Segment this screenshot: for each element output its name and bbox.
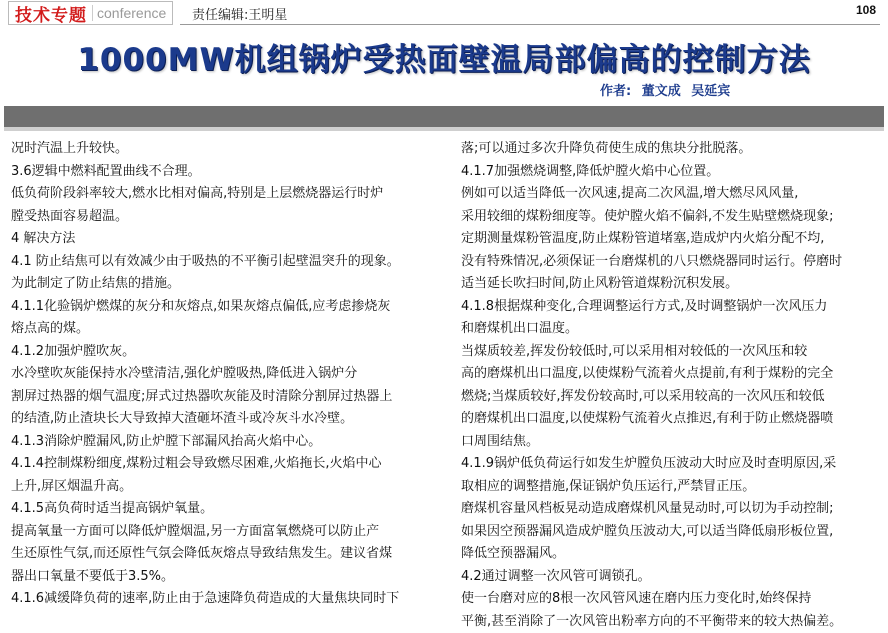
left-column-line: 膛受热面容易超温。 xyxy=(11,206,441,229)
right-column-line: 没有特殊情况,必须保证一台磨煤机的八只燃烧器同时运行。停磨时 xyxy=(461,251,881,274)
left-column-line: 4.1.6减缓降负荷的速率,防止由于急速降负荷造成的大量焦块同时下 xyxy=(11,588,441,611)
title-band-underline xyxy=(4,127,884,131)
right-column-line: 的磨煤机出口温度,以使煤粉气流着火点推迟,有利于防止燃烧器喷 xyxy=(461,408,881,431)
title-band xyxy=(4,106,884,127)
right-column-line: 磨煤机容量风档板晃动造成磨煤机风量晃动时,可以切为手动控制; xyxy=(461,498,881,521)
left-column-line: 上升,屏区烟温升高。 xyxy=(11,476,441,499)
right-column-line: 4.1.9锅炉低负荷运行如发生炉膛负压波动大时应及时查明原因,采 xyxy=(461,453,881,476)
page-number: 108 xyxy=(856,3,876,17)
left-column-line: 低负荷阶段斜率较大,燃水比相对偏高,特别是上层燃烧器运行时炉 xyxy=(11,183,441,206)
left-column-line: 的结渣,防止渣块长大导致掉大渣砸坏渣斗或冷灰斗水冷壁。 xyxy=(11,408,441,431)
section-logo xyxy=(8,1,173,25)
right-column-line: 4.1.7加强燃烧调整,降低炉膛火焰中心位置。 xyxy=(461,161,881,184)
left-column-line: 割屏过热器的烟气温度;屏式过热器吹灰能及时清除分割屏过热器上 xyxy=(11,386,441,409)
left-column-line: 况时汽温上升较快。 xyxy=(11,138,441,161)
left-column-line: 水冷壁吹灰能保持水冷壁清洁,强化炉膛吸热,降低进入锅炉分 xyxy=(11,363,441,386)
author-name: 吴延宾 xyxy=(691,84,730,99)
left-column-line: 4.1.3消除炉膛漏风,防止炉膛下部漏风抬高火焰中心。 xyxy=(11,431,441,454)
header-divider xyxy=(180,24,880,25)
article-title: 1000MW机组锅炉受热面壁温局部偏高的控制方法 xyxy=(0,34,888,79)
right-column-line: 使一台磨对应的8根一次风管风速在磨内压力变化时,始终保持 xyxy=(461,588,881,611)
section-name: 技术专题 xyxy=(9,1,92,26)
left-column-line: 熔点高的煤。 xyxy=(11,318,441,341)
left-column-line: 器出口氧量不要低于3.5%。 xyxy=(11,566,441,589)
authors-label: 作者: xyxy=(600,84,631,99)
left-column-line: 3.6逻辑中燃料配置曲线不合理。 xyxy=(11,161,441,184)
right-column-line: 采用较细的煤粉细度等。使炉膛火焰不偏斜,不发生贴壁燃烧现象; xyxy=(461,206,881,229)
left-column-line: 生还原性气氛,而还原性气氛会降低灰熔点导致结焦发生。建议省煤 xyxy=(11,543,441,566)
article-authors xyxy=(600,80,736,99)
page-header xyxy=(0,0,888,26)
author-name: 董文成 xyxy=(642,84,681,99)
left-column-line: 4.1.4控制煤粉细度,煤粉过粗会导致燃尽困难,火焰拖长,火焰中心 xyxy=(11,453,441,476)
left-column-line: 4.1.1化验锅炉燃煤的灰分和灰熔点,如果灰熔点偏低,应考虑掺烧灰 xyxy=(11,296,441,319)
right-column-line: 燃烧;当煤质较好,挥发份较高时,可以采用较高的一次风压和较低 xyxy=(461,386,881,409)
responsible-editor: 责任编辑:王明星 xyxy=(192,4,287,23)
section-name-en: conference xyxy=(92,5,172,21)
right-column-line: 4.1.8根据煤种变化,合理调整运行方式,及时调整锅炉一次风压力 xyxy=(461,296,881,319)
right-column-line: 和磨煤机出口温度。 xyxy=(461,318,881,341)
right-column-line: 例如可以适当降低一次风速,提高二次风温,增大燃尽风风量, xyxy=(461,183,881,206)
right-column-line: 取相应的调整措施,保证锅炉负压运行,严禁冒正压。 xyxy=(461,476,881,499)
left-column-line: 为此制定了防止结焦的措施。 xyxy=(11,273,441,296)
left-column-line: 4.1.5高负荷时适当提高锅炉氧量。 xyxy=(11,498,441,521)
right-column-line: 平衡,甚至消除了一次风管出粉率方向的不平衡带来的较大热偏差。 xyxy=(461,611,881,633)
right-column-line: 定期测量煤粉管温度,防止煤粉管道堵塞,造成炉内火焰分配不均, xyxy=(461,228,881,251)
left-text-column xyxy=(11,138,441,611)
right-column-line: 适当延长吹扫时间,防止风粉管道煤粉沉积发展。 xyxy=(461,273,881,296)
right-column-line: 4.2通过调整一次风管可调锁孔。 xyxy=(461,566,881,589)
right-column-line: 如果因空预器漏风造成炉膛负压波动大,可以适当降低扇形板位置, xyxy=(461,521,881,544)
right-text-column xyxy=(461,138,881,633)
right-column-line: 当煤质较差,挥发份较低时,可以采用相对较低的一次风压和较 xyxy=(461,341,881,364)
right-column-line: 口周围结焦。 xyxy=(461,431,881,454)
left-column-line: 4.1 防止结焦可以有效减少由于吸热的不平衡引起壁温突升的现象。 xyxy=(11,251,441,274)
left-column-line: 提高氧量一方面可以降低炉膛烟温,另一方面富氧燃烧可以防止产 xyxy=(11,521,441,544)
right-column-line: 落;可以通过多次升降负荷使生成的焦块分批脱落。 xyxy=(461,138,881,161)
right-column-line: 降低空预器漏风。 xyxy=(461,543,881,566)
left-column-line: 4.1.2加强炉膛吹灰。 xyxy=(11,341,441,364)
left-column-line: 4 解决方法 xyxy=(11,228,441,251)
right-column-line: 高的磨煤机出口温度,以使煤粉气流着火点提前,有利于煤粉的完全 xyxy=(461,363,881,386)
